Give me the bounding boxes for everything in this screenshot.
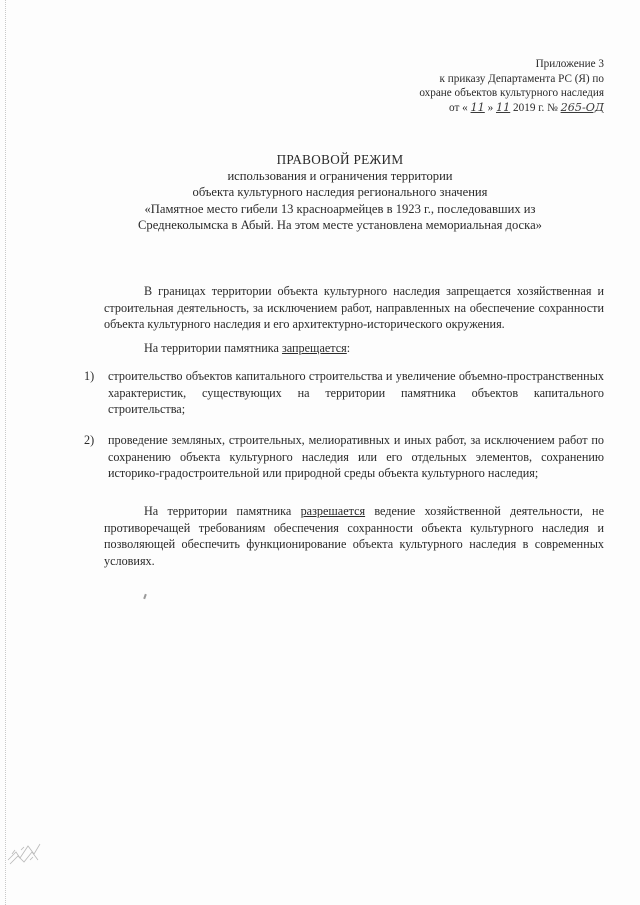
appendix-line-1: Приложение 3 [535, 58, 604, 70]
appendix-date-line [419, 101, 604, 116]
date-month: 11 [495, 100, 511, 114]
list-item-text: строительство объектов капитального строительства и увеличение объемно-пространственных характеристик, существующих на территории памятника объектов капитального строительства; [108, 369, 604, 417]
list-item-text: проведение земляных, строительных, мелиоративных и иных работ, за исключением работ по сохранению объекта культурного наследия или его отдельных элементов, сохранению историко-градостроительной или природной среды объекта культурного наследия; [108, 433, 604, 481]
appendix-line-2: к приказу Департамента РС (Я) по [439, 72, 604, 85]
title-line-3: объекта культурного наследия регионального значения [192, 185, 488, 200]
final-text-end: ведение хозяйственной деятельности, не противоречащей требованиям обеспечения сохранности объекта культурного наследия и позволяющей обеспечить функционирование объекта культурного наследия в современных условиях. [104, 504, 604, 568]
list-item-number: 2) [84, 433, 95, 447]
list-item [84, 368, 604, 418]
date-day: 11 [470, 100, 485, 114]
list-intro [144, 340, 604, 357]
date-mid: » [487, 101, 494, 114]
appendix-header [419, 57, 604, 115]
date-prefix: от « [449, 101, 468, 114]
list-item-number: 1) [84, 369, 95, 383]
title-line-4: «Памятное место гибели 13 красноармейцев в 1923 г., последовавших из [144, 201, 536, 216]
appendix-line-3: охране объектов культурного наследия [419, 87, 604, 99]
document-title [60, 152, 620, 233]
final-underlined: разрешается [300, 504, 366, 518]
list-item [84, 432, 604, 482]
title-line-2: использования и ограничения территории [227, 169, 453, 184]
final-text-start: На территории памятника [144, 504, 301, 518]
stray-pen-mark [143, 594, 147, 599]
list-intro-text: На территории памятника [144, 341, 282, 355]
paragraph-final [104, 503, 604, 569]
order-number: 265-ОД [560, 100, 604, 114]
list-intro-underlined: запрещается [281, 341, 347, 355]
paragraph-1: В границах территории объекта культурного наследия запрещается хозяйственная и строительная деятельность, за исключением работ, направленных на обеспечение сохранности объекта культурного наследия и его архитектурно-исторического окружения. [104, 284, 604, 332]
title-main: ПРАВОВОЙ РЕЖИМ [276, 152, 404, 167]
scan-edge [5, 0, 7, 905]
title-line-5: Среднеколымска в Абый. На этом месте установлена мемориальная доска» [138, 217, 542, 232]
scan-stamp-mark [6, 830, 42, 866]
list-intro-colon: : [346, 341, 351, 355]
date-year: 2019 г. № [513, 101, 558, 114]
